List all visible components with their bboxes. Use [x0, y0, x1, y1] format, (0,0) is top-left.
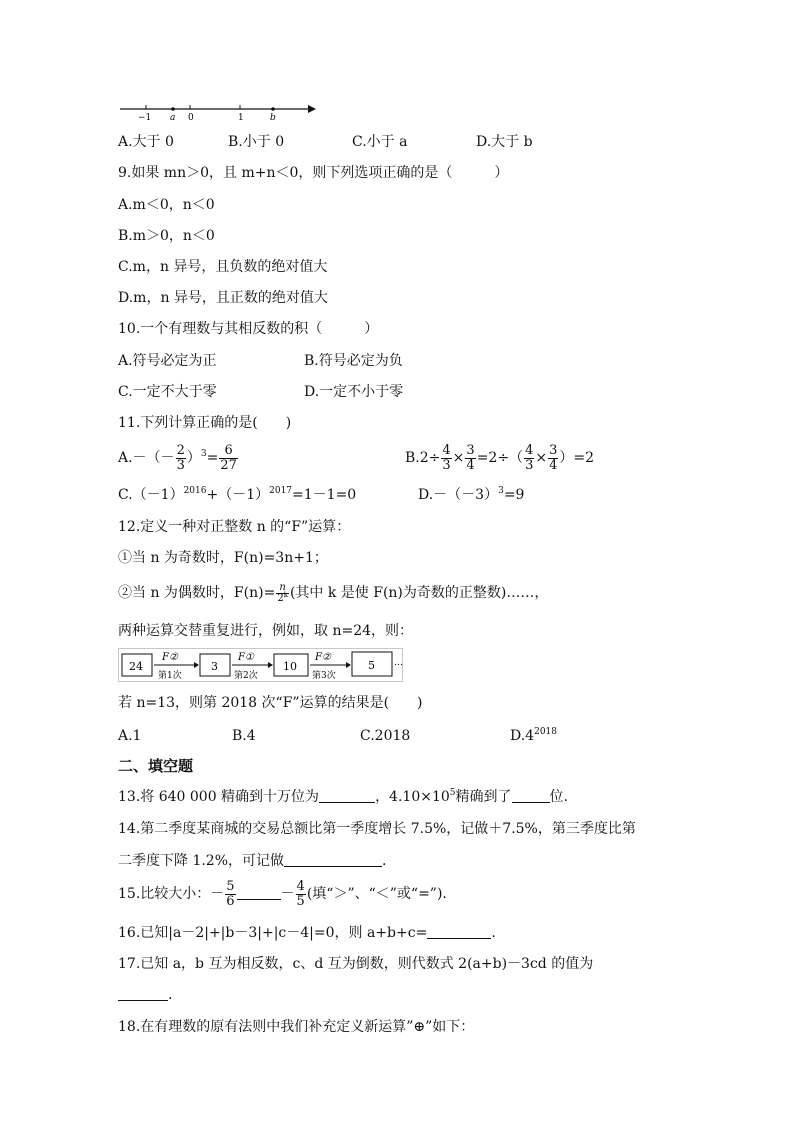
q16: 16.已知|a－2|+|b－3|+|c－4|=0，则 a+b+c= . [118, 925, 496, 941]
q11-option-b: B.2÷ $\frac{4}{3}$ × $\frac{3}{4}$ =2÷（ $\frac{4}{3}$ × $\frac{3}{4}$ ）=2 [405, 442, 594, 473]
q12-option-a: A.1 [118, 728, 142, 744]
number-line [118, 96, 318, 122]
flow-arrow-bottom-3: 第3次 [312, 671, 336, 681]
flow-ellipsis: … [394, 658, 403, 668]
q12-rule2: ②当 n 为偶数时，F(n)= $\frac{n}{2^k}$ (其中 k 是使 F(n)为奇数的正整数)……， [118, 581, 549, 604]
q8-option-c: C.小于 a [352, 134, 408, 150]
q10-option-a: A.符号必定为正 [118, 353, 217, 369]
numberline-label-a: a [170, 113, 176, 122]
q8-option-d: D.大于 b [476, 134, 533, 150]
q12-flow-diagram [118, 648, 403, 682]
flow-arrow-top-2: F① [238, 652, 254, 663]
q15-blank [237, 885, 281, 900]
flow-arrow-top-3: F② [315, 652, 331, 663]
q9-option-a: A.m＜0，n＜0 [118, 197, 215, 213]
numberline-label-neg1: −1 [138, 113, 152, 122]
q15: 15.比较大小：－ $\frac{5}{6}$ － $\frac{4}{5}$ (填“＞”、“＜”或“=”). [118, 878, 447, 909]
flow-box-4: 5 [368, 659, 375, 672]
q8-option-b: B.小于 0 [228, 134, 285, 150]
q9-option-c: C.m，n 异号，且负数的绝对值大 [118, 259, 328, 275]
q14-line1: 14.第二季度某商城的交易总额比第一季度增长 7.5%，记做＋7.5%，第三季度比第 [118, 821, 636, 837]
q13-blank-1 [319, 788, 375, 803]
flow-box-2: 3 [211, 660, 218, 673]
q9-stem: 9.如果 mn＞0，且 m+n＜0，则下列选项正确的是（ ） [118, 165, 509, 181]
q12-option-c: C.2018 [360, 728, 411, 744]
q8-option-a: A.大于 0 [118, 134, 174, 150]
flow-arrow-bottom-1: 第1次 [158, 671, 182, 681]
q11a-frac2: $\frac{6}{27}$ [220, 442, 237, 473]
q14-line2: 二季度下降 1.2%，可记做 . [118, 853, 387, 869]
q10-option-c: C.一定不大于零 [118, 384, 217, 400]
q13-blank-2 [512, 788, 550, 803]
q11-option-d: $D.-(-3)^3=9$ [418, 486, 525, 503]
q11a-frac1: $\frac{2}{3}$ [176, 442, 185, 473]
q11-stem: 11.下列计算正确的是( ) [118, 415, 292, 431]
q12-rule1: ①当 n 为奇数时，F(n)=3n+1； [118, 550, 328, 566]
numberline-label-0: 0 [188, 113, 194, 122]
q12-example: 两种运算交替重复进行，例如，取 n=24，则： [118, 623, 414, 639]
q9-option-b: B.m＞0，n＜0 [118, 228, 215, 244]
q16-blank [427, 924, 491, 939]
flow-box-3: 10 [283, 660, 297, 673]
q18: 18.在有理数的原有法则中我们补充定义新运算”⊕”如下： [118, 1019, 475, 1035]
q10-option-d: D.一定不小于零 [304, 384, 404, 400]
section-heading-fill-in: 二、填空题 [118, 757, 194, 775]
q13: 13.将 640 000 精确到十万位为 ，$4.10\times 10^5$精确到了 位. [118, 788, 568, 805]
flow-arrow-top-1: F② [162, 652, 178, 663]
flow-box-1: 24 [129, 660, 143, 673]
q10-stem: 10.一个有理数与其相反数的积（ ） [118, 321, 379, 337]
q17-line2: . [118, 986, 172, 1004]
numberline-label-b: b [270, 113, 276, 122]
q12-stem: 12.定义一种对正整数 n 的“F”运算： [118, 519, 351, 535]
flow-arrow-bottom-2: 第2次 [234, 671, 258, 681]
numberline-label-1: 1 [238, 113, 244, 122]
q12-option-b: B.4 [232, 728, 256, 744]
q17-line1: 17.已知 a，b 互为相反数，c、d 互为倒数，则代数式 2(a+b)－3cd 的值为 [118, 956, 594, 972]
q11-option-a: A.－（－ $\frac{2}{3}$ ）$^3$= $\frac{6}{27}$ [118, 442, 237, 473]
q14-blank [284, 852, 382, 867]
q9-option-d: D.m，n 异号，且正数的绝对值大 [118, 290, 328, 306]
q12-question: 若 n=13，则第 2018 次“F”运算的结果是( ) [118, 695, 423, 711]
q10-option-b: B.符号必定为负 [304, 353, 403, 369]
q12-option-d: $D.4^{2018}$ [510, 727, 557, 744]
q17-blank [118, 986, 168, 1001]
q11-option-c: $C.(-1)^{2016}+(-1)^{2017}=1-1=0$ [118, 486, 357, 503]
